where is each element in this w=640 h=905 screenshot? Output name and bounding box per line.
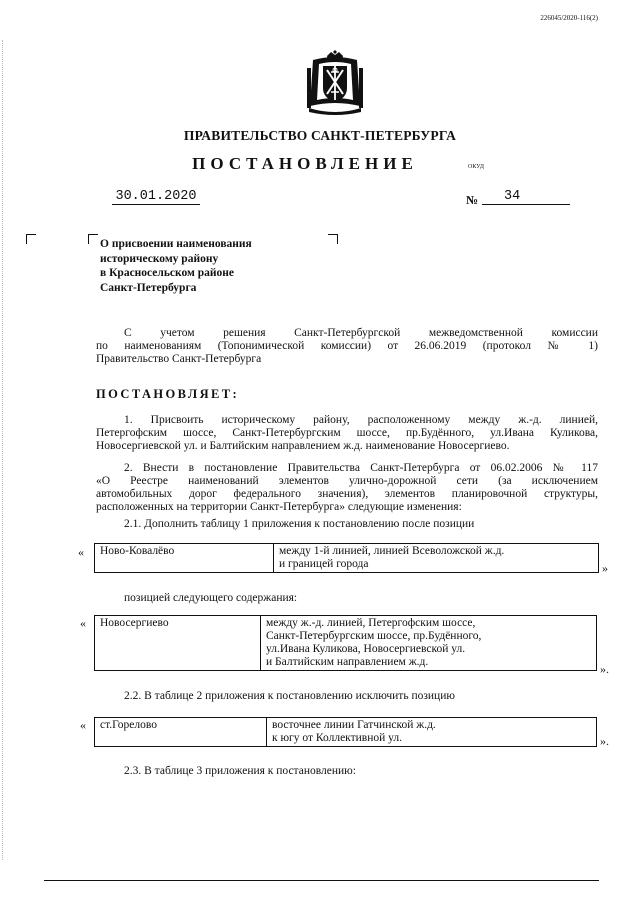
table-row xyxy=(95,718,597,747)
government-header: ПРАВИТЕЛЬСТВО САНКТ-ПЕТЕРБУРГА xyxy=(183,128,457,143)
paragraph-line: автомобильных дорог федерального значения), элементов планировочной структуры, xyxy=(96,488,598,500)
table-row xyxy=(95,544,599,573)
paragraph-position xyxy=(96,592,598,605)
okud-label: ОКУД xyxy=(468,164,484,170)
desc-line: ул.Ивана Куликова, Новосергиевской ул. xyxy=(266,643,466,655)
paragraph-2 xyxy=(96,462,598,514)
paragraph-line: 1. Присвоить историческому району, расположенному между ж.-д. линией, xyxy=(124,414,598,426)
table-3 xyxy=(94,717,597,747)
preamble-line: С учетом решения Санкт-Петербургской межведомственной комиссии xyxy=(124,327,598,339)
desc-line: Санкт-Петербургским шоссе, пр.Будённого, xyxy=(266,630,482,642)
subject-line: историческому району xyxy=(100,252,219,265)
subject-corner-top-right xyxy=(328,234,338,244)
paragraph-line: «О Реестре наименований элементов улично-дорожной сети (за исключением xyxy=(96,475,598,487)
paragraph-line: 2.1. Дополнить таблицу 1 приложения к постановлению после позиции xyxy=(124,518,475,530)
table-cell-desc xyxy=(267,718,597,747)
table-cell-desc xyxy=(261,616,597,671)
desc-line: восточнее линии Гатчинской ж.д. xyxy=(272,719,436,731)
table-cell-desc xyxy=(274,544,599,573)
document-id: 226045/2020-116(2) xyxy=(540,14,598,22)
quote-open: « xyxy=(78,545,84,559)
desc-line: между 1-й линией, линией Всеволожской ж.д. xyxy=(279,545,505,557)
desc-line: и границей города xyxy=(279,558,369,570)
spb-coat-of-arms-icon xyxy=(305,50,365,118)
subject-corner-inner-left xyxy=(88,234,98,244)
preamble-line: Правительство Санкт-Петербурга xyxy=(96,353,262,365)
document-type-title: ПОСТАНОВЛЕНИЕ xyxy=(192,154,418,173)
desc-line: и Балтийским направлением ж.д. xyxy=(266,656,429,668)
paragraph-line: расположенных на территории Санкт-Петербурга» следующие изменения: xyxy=(96,501,462,513)
table-2 xyxy=(94,615,597,671)
paragraph-line: 2.2. В таблице 2 приложения к постановлению исключить позицию xyxy=(124,690,455,702)
quote-open: « xyxy=(80,718,86,732)
subject-line: Санкт-Петербурга xyxy=(100,281,197,294)
desc-line: между ж.-д. линией, Петергофским шоссе, xyxy=(266,617,476,629)
paragraph-line: 2.3. В таблице 3 приложения к постановлению: xyxy=(124,765,356,777)
document-date: 30.01.2020 xyxy=(112,189,200,205)
quote-close: » xyxy=(602,561,608,575)
document-number: 34 xyxy=(482,189,570,205)
subject-corner-top-left xyxy=(26,234,36,244)
subject-line: О присвоении наименования xyxy=(100,238,252,250)
preamble xyxy=(96,327,598,366)
quote-open: « xyxy=(80,616,86,630)
paragraph-1 xyxy=(96,414,598,453)
table-1 xyxy=(94,543,599,573)
resolves-heading: ПОСТАНОВЛЯЕТ: xyxy=(96,387,240,401)
table-cell-name: Ново-Ковалёво xyxy=(95,544,274,573)
table-cell-name: Новосергиево xyxy=(95,616,261,671)
paragraph-line: 2. Внести в постановление Правительства Санкт-Петербурга от 06.02.2006 № 117 xyxy=(124,462,598,474)
paragraph-2-3 xyxy=(96,765,598,778)
table-cell-name: ст.Горелово xyxy=(95,718,267,747)
document-subject xyxy=(100,237,252,295)
paragraph-2-2 xyxy=(96,690,598,703)
quote-close: ». xyxy=(600,734,609,748)
paragraph-line: Новосергиевской ул. и Балтийским направлением ж.д. наименование Новосергиево. xyxy=(96,440,510,452)
number-label: № xyxy=(466,193,479,207)
subject-line: в Красносельском районе xyxy=(100,267,235,279)
paragraph-line: позицией следующего содержания: xyxy=(124,592,298,604)
table-row xyxy=(95,616,597,671)
page-bottom-divider xyxy=(44,880,599,881)
paragraph-line: Петергофским шоссе, Санкт-Петербургским шоссе, пр.Будённого, ул.Ивана Куликова, xyxy=(96,427,598,439)
preamble-line: по наименованиям (Топонимической комиссии) от 26.06.2019 (протокол № 1) xyxy=(96,340,598,352)
quote-close: ». xyxy=(600,662,609,676)
desc-line: к югу от Коллективной ул. xyxy=(272,732,403,744)
paragraph-2-1 xyxy=(96,518,598,531)
